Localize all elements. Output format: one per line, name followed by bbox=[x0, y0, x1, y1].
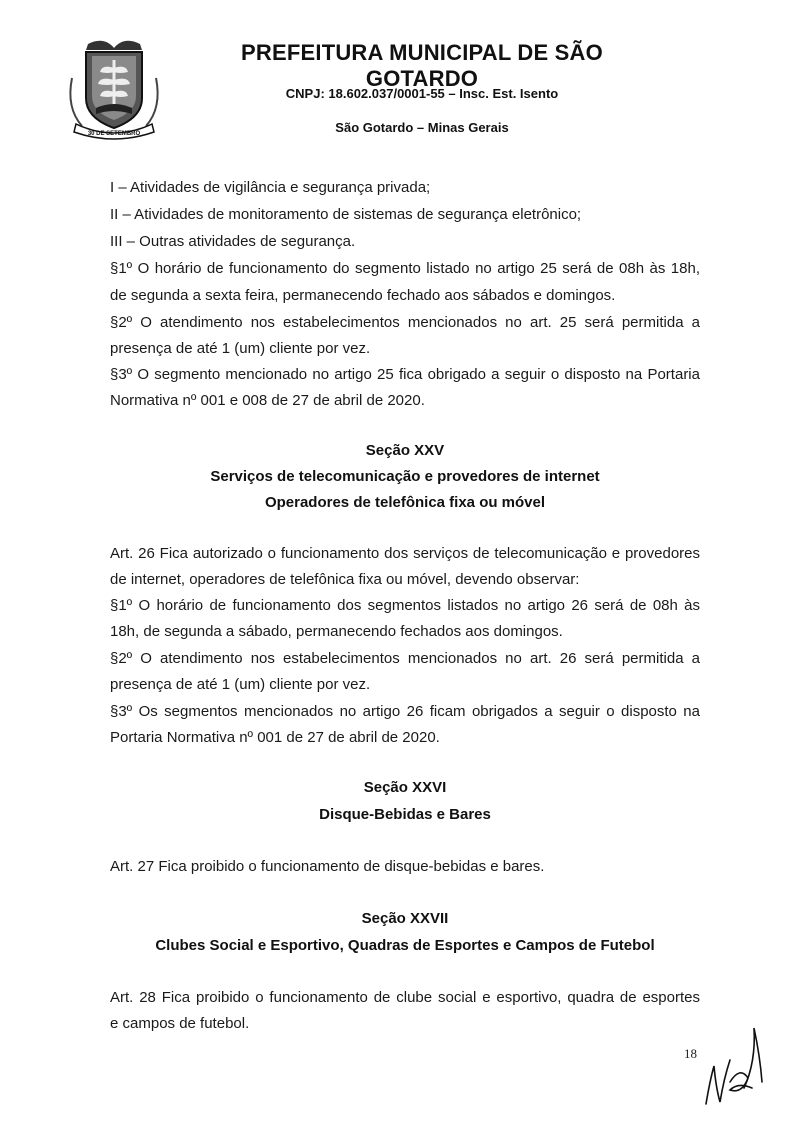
paragraph-line: Art. 26 Fica autorizado o funcionamento dos serviços de telecomunicação e provedores bbox=[110, 545, 700, 562]
handwritten-signature bbox=[700, 1022, 770, 1112]
city-line: São Gotardo – Minas Gerais bbox=[335, 120, 509, 135]
paragraph-line: §1º O horário de funcionamento do segmento listado no artigo 25 será de 08h às 18h, bbox=[110, 260, 700, 277]
paragraph-line: Normativa nº 001 e 008 de 27 de abril de 2020. bbox=[110, 392, 425, 409]
paragraph-line: e campos de futebol. bbox=[110, 1015, 250, 1032]
section-number: Seção XXV bbox=[365, 442, 445, 459]
paragraph-line: 18h, de segunda a sábado, permanecendo fechados aos domingos. bbox=[110, 623, 563, 640]
section-number: Seção XXVII bbox=[361, 910, 449, 927]
paragraph-line: §2º O atendimento nos estabelecimentos mencionados no art. 25 será permitida a bbox=[110, 314, 700, 331]
section-number: Seção XXVI bbox=[363, 779, 447, 796]
page-number: 18 bbox=[684, 1046, 697, 1061]
list-item: III – Outras atividades de segurança. bbox=[110, 233, 356, 250]
section-title: Serviços de telecomunicação e provedores de internet bbox=[210, 468, 600, 485]
section-title: Disque-Bebidas e Bares bbox=[319, 806, 491, 823]
paragraph-line: §1º O horário de funcionamento dos segmentos listados no artigo 26 será de 08h às bbox=[110, 597, 700, 614]
section-title: Clubes Social e Esportivo, Quadras de Esportes e Campos de Futebol bbox=[155, 937, 655, 954]
paragraph-line: de internet, operadores de telefônica fixa ou móvel, devendo observar: bbox=[110, 571, 580, 588]
municipal-crest-logo bbox=[58, 38, 170, 142]
list-item: I – Atividades de vigilância e segurança privada; bbox=[110, 179, 431, 196]
paragraph-line: §2º O atendimento nos estabelecimentos mencionados no art. 26 será permitida a bbox=[110, 650, 700, 667]
paragraph-line: Portaria Normativa nº 001 de 27 de abril de 2020. bbox=[110, 729, 440, 746]
paragraph-line: presença de até 1 (um) cliente por vez. bbox=[110, 676, 371, 693]
paragraph-line: §3º O segmento mencionado no artigo 25 fica obrigado a seguir o disposto na Portaria bbox=[110, 366, 700, 383]
paragraph-line: de segunda a sexta feira, permanecendo fechado aos sábados e domingos. bbox=[110, 287, 616, 304]
paragraph-line: Art. 28 Fica proibido o funcionamento de clube social e esportivo, quadra de esportes bbox=[110, 989, 700, 1006]
list-item: II – Atividades de monitoramento de sistemas de segurança eletrônico; bbox=[110, 206, 582, 223]
page-title: PREFEITURA MUNICIPAL DE SÃO GOTARDO bbox=[241, 40, 603, 91]
paragraph-line: §3º Os segmentos mencionados no artigo 26 ficam obrigados a seguir o disposto na bbox=[110, 703, 700, 720]
paragraph-line: Art. 27 Fica proibido o funcionamento de disque-bebidas e bares. bbox=[110, 858, 545, 875]
paragraph-line: presença de até 1 (um) cliente por vez. bbox=[110, 340, 371, 357]
cnpj-line: CNPJ: 18.602.037/0001-55 – Insc. Est. Isento bbox=[285, 86, 559, 101]
section-title: Operadores de telefônica fixa ou móvel bbox=[264, 494, 546, 511]
svg-text:30 DE SETEMBRO: 30 DE SETEMBRO bbox=[87, 131, 141, 137]
